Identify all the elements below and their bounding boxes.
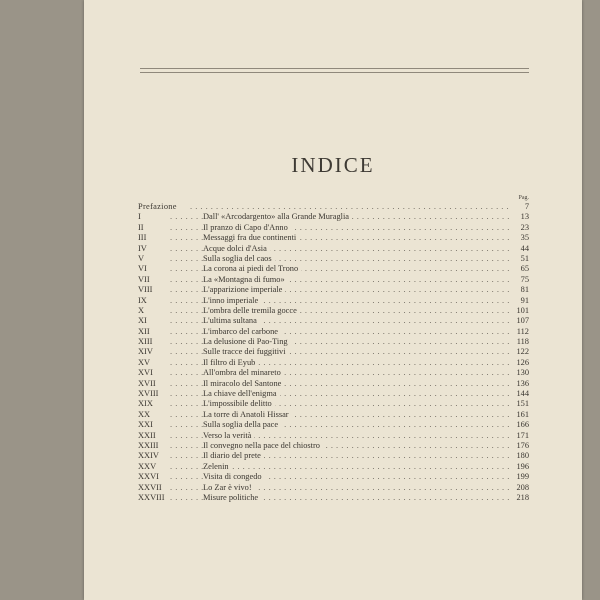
chapter-number: XVIII <box>138 389 159 399</box>
chapter-title: Acque dolci d'Asia <box>203 244 270 254</box>
chapter-page: 180 <box>513 451 529 461</box>
toc-row <box>138 410 529 420</box>
chapter-page: 118 <box>514 337 529 347</box>
table-of-contents <box>138 202 529 503</box>
chapter-number: XXIV <box>138 451 159 461</box>
chapter-title: L'impossibile delitto <box>203 399 275 409</box>
chapter-page: 13 <box>518 212 529 222</box>
chapter-page: 35 <box>518 233 529 243</box>
toc-row <box>138 285 529 295</box>
header-rule-bottom <box>140 72 529 73</box>
chapter-number: XVI <box>138 368 153 378</box>
chapter-page: 23 <box>518 223 529 233</box>
chapter-number: XXVI <box>138 472 159 482</box>
chapter-page: 126 <box>513 358 529 368</box>
toc-row-preface <box>138 202 529 212</box>
toc-row <box>138 296 529 306</box>
toc-row <box>138 472 529 482</box>
chapter-number: II <box>138 222 144 232</box>
chapter-title: L'ultima sultana <box>203 316 260 326</box>
chapter-page: 107 <box>513 316 529 326</box>
chapter-number: XVII <box>138 378 156 388</box>
chapter-page: 91 <box>518 296 529 306</box>
chapter-title: Il filtro di Eyub <box>203 358 258 368</box>
chapter-number: XXI <box>138 420 153 430</box>
chapter-title: Dall' «Arcodargento» alla Grande Muraglia <box>203 212 352 222</box>
chapter-page: 166 <box>513 420 529 430</box>
chapter-title: L'apparizione imperiale <box>203 285 285 295</box>
toc-row <box>138 420 529 430</box>
chapter-number: XII <box>138 326 150 336</box>
toc-row <box>138 493 529 503</box>
toc-row <box>138 254 529 264</box>
chapter-page: 161 <box>513 410 529 420</box>
toc-row <box>138 368 529 378</box>
chapter-number: VIII <box>138 285 153 295</box>
toc-row <box>138 462 529 472</box>
chapter-number: III <box>138 233 147 243</box>
chapter-number: XV <box>138 357 151 367</box>
chapter-title: Zelenin <box>203 462 232 472</box>
dot-leader <box>190 202 509 212</box>
chapter-page: 218 <box>513 493 529 503</box>
chapter-title: Visita di congedo <box>203 472 265 482</box>
chapter-number: XX <box>138 409 151 419</box>
toc-row <box>138 264 529 274</box>
chapter-number: V <box>138 253 145 263</box>
chapter-number: X <box>138 305 145 315</box>
chapter-page: 65 <box>518 264 529 274</box>
chapter-page: 44 <box>518 244 529 254</box>
chapter-title: Il diario del prete <box>203 451 264 461</box>
toc-row <box>138 337 529 347</box>
toc-entries <box>138 212 529 503</box>
chapter-number: XXVIII <box>138 492 165 502</box>
toc-row <box>138 233 529 243</box>
chapter-title: Sulle tracce dei fuggitivi <box>203 347 289 357</box>
chapter-title: L'inno imperiale <box>203 296 261 306</box>
toc-row <box>138 316 529 326</box>
chapter-number: XXVII <box>138 482 162 492</box>
chapter-number: IV <box>138 243 147 253</box>
book-page <box>84 0 582 600</box>
page-column-label: Pag. <box>518 195 529 201</box>
toc-row <box>138 244 529 254</box>
toc-row <box>138 451 529 461</box>
chapter-page: 101 <box>513 306 529 316</box>
toc-row <box>138 358 529 368</box>
chapter-title: L'imbarco del carbone <box>203 327 281 337</box>
toc-row <box>138 441 529 451</box>
toc-row <box>138 306 529 316</box>
chapter-number: XI <box>138 316 147 326</box>
chapter-page: 171 <box>513 431 529 441</box>
chapter-title: La «Montagna di fumo» <box>203 275 288 285</box>
chapter-number: I <box>138 212 141 222</box>
toc-row <box>138 379 529 389</box>
chapter-title: Messaggi fra due continenti <box>203 233 299 243</box>
chapter-number: VI <box>138 264 147 274</box>
chapter-page: 208 <box>513 483 529 493</box>
chapter-number: XXIII <box>138 440 159 450</box>
chapter-title: La corona ai piedi del Trono <box>203 264 301 274</box>
chapter-number: XIII <box>138 337 153 347</box>
chapter-page: 196 <box>513 462 529 472</box>
chapter-number: XIV <box>138 347 153 357</box>
chapter-page: 199 <box>513 472 529 482</box>
toc-row <box>138 347 529 357</box>
chapter-title: La chiave dell'enigma <box>203 389 280 399</box>
chapter-number: XXV <box>138 461 157 471</box>
chapter-title: All'ombra del minareto <box>203 368 284 378</box>
chapter-title: Misure politiche <box>203 493 261 503</box>
chapter-title: La torre di Anatoli Hissar <box>203 410 292 420</box>
chapter-number: VII <box>138 274 150 284</box>
chapter-title: L'ombra delle tremila gocce <box>203 306 300 316</box>
chapter-number: IX <box>138 295 147 305</box>
chapter-page: 81 <box>518 285 529 295</box>
chapter-number: XIX <box>138 399 153 409</box>
chapter-title: Lo Zar è vivo! <box>203 483 255 493</box>
chapter-title: Il miracolo del Santone <box>203 379 284 389</box>
chapter-title: Il convegno nella pace del chiostro <box>203 441 323 451</box>
chapter-title: Verso la verità <box>203 431 254 441</box>
toc-row <box>138 483 529 493</box>
toc-row <box>138 327 529 337</box>
chapter-number: XXII <box>138 430 156 440</box>
chapter-title: Sulla soglia del caos <box>203 254 275 264</box>
chapter-page: 75 <box>518 275 529 285</box>
chapter-title: La delusione di Pao-Ting <box>203 337 291 347</box>
chapter-page: 151 <box>513 399 529 409</box>
preface-label: Prefazione <box>138 202 177 211</box>
chapter-page: 130 <box>513 368 529 378</box>
chapter-page: 51 <box>518 254 529 264</box>
chapter-page: 122 <box>513 347 529 357</box>
toc-row <box>138 275 529 285</box>
toc-row <box>138 399 529 409</box>
toc-row <box>138 389 529 399</box>
toc-row <box>138 223 529 233</box>
toc-row <box>138 212 529 222</box>
chapter-page: 176 <box>513 441 529 451</box>
chapter-title: Sulla soglia della pace <box>203 420 281 430</box>
chapter-page: 112 <box>514 327 529 337</box>
toc-row <box>138 431 529 441</box>
index-title: INDICE <box>291 153 375 177</box>
chapter-page: 144 <box>513 389 529 399</box>
preface-page: 7 <box>522 202 529 212</box>
chapter-title: Il pranzo di Capo d'Anno <box>203 223 291 233</box>
header-rule-top <box>140 68 529 69</box>
chapter-page: 136 <box>513 379 529 389</box>
